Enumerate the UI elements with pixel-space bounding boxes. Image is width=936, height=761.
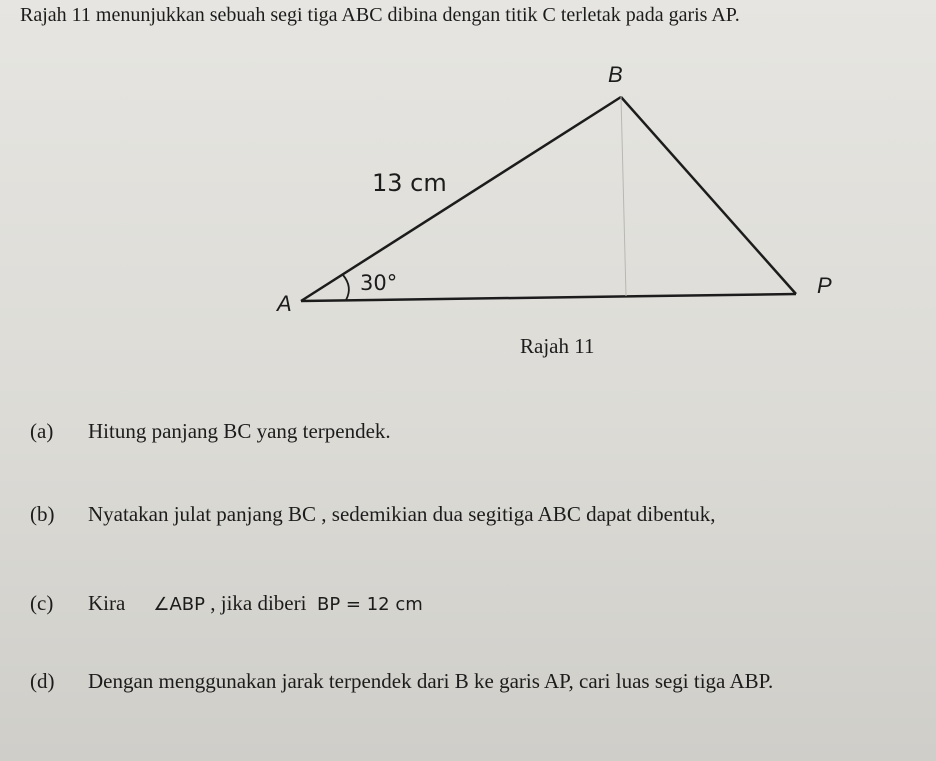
label-B: B xyxy=(608,62,623,87)
question-label: (b) xyxy=(30,502,55,526)
question-text-before: Kira xyxy=(88,591,126,615)
label-P: P xyxy=(817,273,832,298)
figure-caption: Rajah 11 xyxy=(520,334,595,358)
question-text: Hitung panjang BC yang terpendek. xyxy=(88,419,391,443)
question-text: Nyatakan julat panjang BC , sedemikian dua segitiga ABC dapat dibentuk, xyxy=(88,502,716,526)
question-c xyxy=(30,591,423,616)
angle-arc xyxy=(343,275,349,300)
question-b xyxy=(30,502,716,527)
question-d xyxy=(30,669,773,694)
label-side-AB: 13 cm xyxy=(372,169,447,197)
question-label: (a) xyxy=(30,419,54,443)
angle-ABP: ∠ABP xyxy=(153,594,205,615)
given-value: BP = 12 cm xyxy=(316,594,423,615)
side-BP xyxy=(621,97,796,294)
question-text-mid: , jika diberi xyxy=(210,591,307,615)
faint-vertical-line xyxy=(621,97,626,296)
label-angle-A: 30° xyxy=(360,271,398,295)
question-label: (c) xyxy=(30,591,54,615)
intro-text: Rajah 11 menunjukkan sebuah segi tiga ABC dibina dengan titik C terletak pada garis AP. xyxy=(20,4,740,26)
label-A: A xyxy=(277,291,292,316)
question-label: (d) xyxy=(30,669,55,693)
question-text: Dengan menggunakan jarak terpendek dari B ke garis AP, cari luas segi tiga ABP. xyxy=(88,669,774,693)
question-a xyxy=(30,419,391,444)
side-AP xyxy=(301,294,796,301)
side-AB xyxy=(301,97,621,301)
